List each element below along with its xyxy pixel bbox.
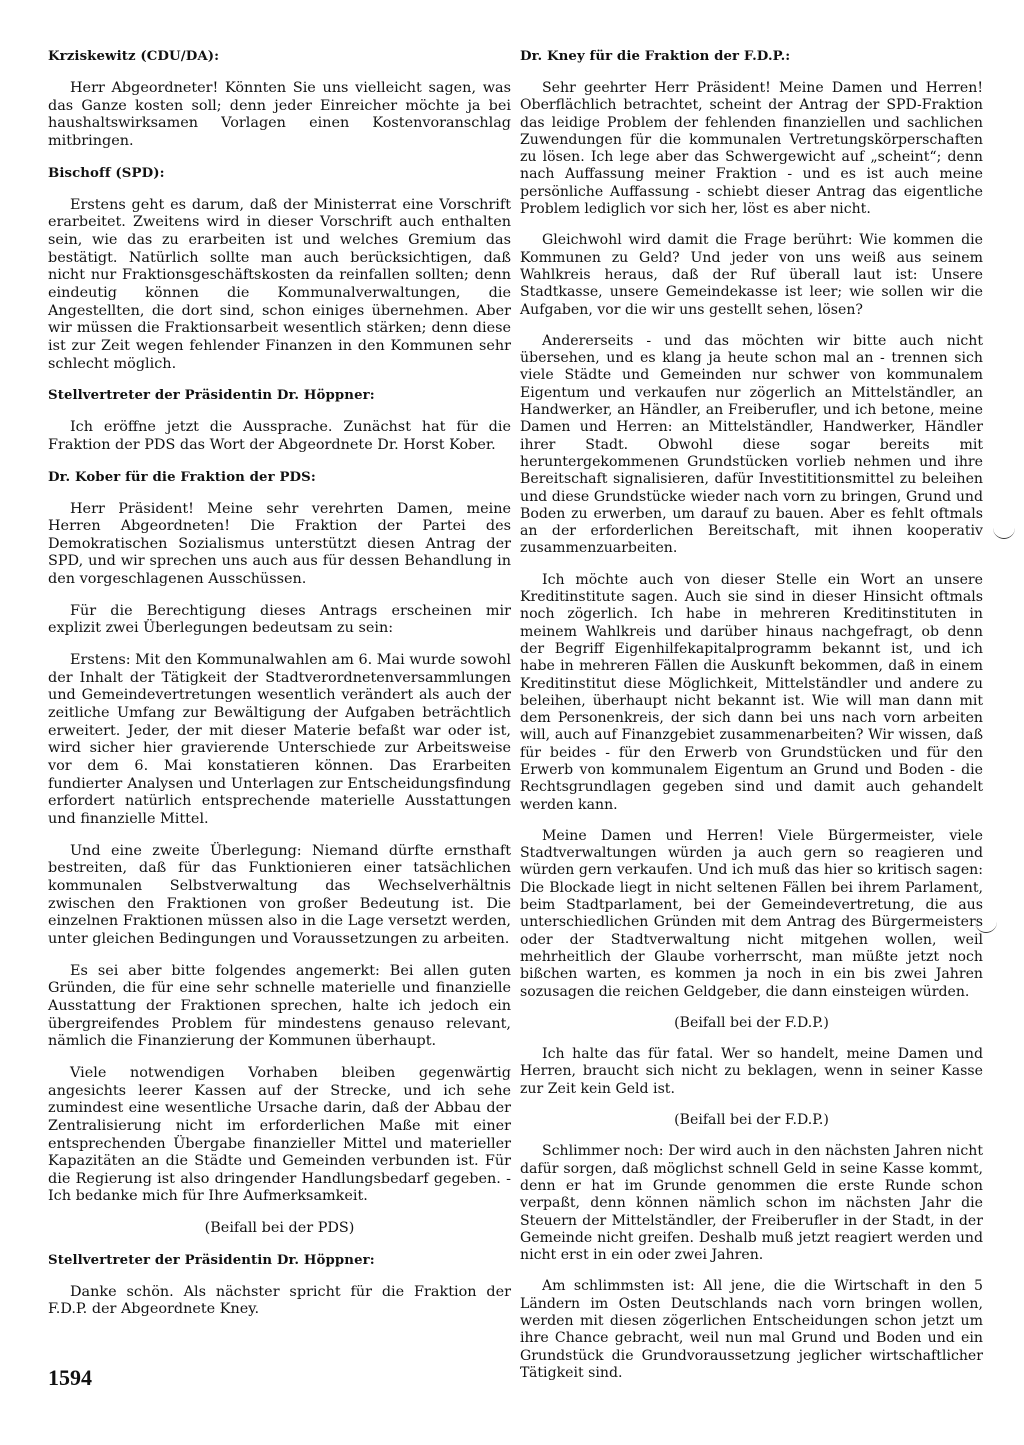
speech-paragraph: Es sei aber bitte folgendes angemerkt: Bei allen guten Gründen, die für eine sehr schnelle materielle und finanzielle Ausstattung der Fraktionen sprechen, halte ich jedoch ein übergreifendes Problem für mindestens genauso relevant, nämlich die Finanzierung der Kommunen überhaupt. xyxy=(48,962,511,1050)
speech-paragraph: Viele notwendigen Vorhaben bleiben gegenwärtig angesichts leerer Kassen auf der Strecke, und ich sehe zumindest eine wesentliche Ursache darin, daß der Abbau der Zentralisierung nicht im erforderlichen Maße mit einer entsprechenden Übergabe finanzieller Mittel und materieller Kapazitäten an die Städte und Gemeinden verbunden ist. Für die Regierung ist also dringender Handlungsbedarf gegeben. - Ich bedanke mich für Ihre Aufmerksamkeit. xyxy=(48,1064,511,1205)
speaker-heading: Stellvertreter der Präsidentin Dr. Höppner: xyxy=(48,388,375,404)
applause-note: (Beifall bei der F.D.P.) xyxy=(674,1112,829,1129)
speech-paragraph: Herr Abgeordneter! Könnten Sie uns vielleicht sagen, was das Ganze kosten soll; denn jeder Einreicher möchte ja bei haushaltswirksamen Vorlagen einen Kostenvoranschlag mitbringen. xyxy=(48,80,511,149)
speech-paragraph: Erstens geht es darum, daß der Ministerrat eine Vorschrift erarbeitet. Zweitens wird in dieser Vorschrift auch enthalten sein, wie das zu erarbeiten ist und welches Gremium das bestätigt. Natürlich sollte man auch berücksichtigen, daß nicht nur Fraktionsgeschäftskosten da reinfallen sollten; denn eindeutig können die Kommunalverwaltungen, die Angestellten, die dort sind, schon einiges übernehmen. Aber wir müssen die Fraktionsarbeit wesentlich stärken; denn diese ist zur Zeit wegen fehlender Finanzen in den Kommunen sehr schlecht möglich. xyxy=(48,196,511,372)
speech-paragraph: Ich halte das für fatal. Wer so handelt, meine Damen und Herren, braucht sich nicht zu beklagen, wenn in seiner Kasse zur Zeit kein Geld ist. xyxy=(520,1046,983,1097)
speech-paragraph: Gleichwohl wird damit die Frage berührt: Wie kommen die Kommunen zu Geld? Und jeder von uns weiß aus seinem Wahlkreis heraus, daß der Ruf überall laut ist: Unsere Stadtkasse, unsere Gemeindekasse ist leer; wie sollen wir die Aufgaben, vor die wir uns gestellt sehen, lösen? xyxy=(520,232,983,318)
speech-paragraph: Ich möchte auch von dieser Stelle ein Wort an unsere Kreditinstitute sagen. Auch sie sind in dieser Hinsicht oftmals noch zögerlich. Ich habe in mehreren Kreditinstituten in meinem Wahlkreis und darüber hinaus nachgefragt, ob denn der Begriff Eigenhilfekapitalprogramm bekannt ist, und ich habe in mehreren Fällen die Auskunft bekommen, daß in einem Kreditinstitut diese Möglichkeit, Mittelständler und andere zu beleihen, überhaupt nicht bekannt ist. Wie will man dann mit dem Personenkreis, der sich dann bei uns nach vorn arbeiten will, auch auf Finanzgebiet zusammenarbeiten? Wir wissen, daß für beides - für den Erwerb von Grundstücken und für den Erwerb von kommunalem Eigentum an Grund und Boden - die Rechtsgrundlagen gegeben sind und damit auch gehandelt werden kann. xyxy=(520,571,983,813)
speech-paragraph: Für die Berechtigung dieses Antrags erscheinen mir explizit zwei Überlegungen bedeutsam zu sein: xyxy=(48,602,511,637)
speech-paragraph: Meine Damen und Herren! Viele Bürgermeister, viele Stadtverwaltungen würden ja auch gern so reagieren und würden gern verkaufen. Und ich muß das hier so kritisch sagen: Die Blockade liegt in nicht seltenen Fällen bei ihrem Parlament, beim Stadtparlament, bei der Gemeindevertretung, die aus unterschiedlichen Gründen mit dem Antrag des Bürgermeisters oder der Stadtverwaltung nicht mitgehen wollen, weil mehrheitlich der Glaube vorherrscht, man müßte jetzt noch bißchen warten, es kommen ja noch in ein bis zwei Jahren sozusagen die reichen Geldgeber, die dann einsteigen würden. xyxy=(520,827,983,1000)
speech-paragraph: Andererseits - und das möchten wir bitte auch nicht übersehen, und es klang ja heute schon mal an - trennen sich viele Städte und Gemeinden nur schwer von kommunalem Eigentum und verkaufen nur zögerlich an Mittelständler, an Handwerker, an Händler, an Freiberufler, und ich betone, meine Damen und Herren: an Mittelständler, Handwerker, Händler ihrer Stadt. Obwohl diese sogar bereits mit heruntergekommenen Grundstücken vorlieb nehmen und ihre Bereitschaft signalisieren, dafür Investititionsmittel zu beleihen und diese Grundstücke wieder nach vorn zu bringen, Grund und Boden zu erwerben, um darauf zu bauen. Aber es fehlt oftmals an der erforderlichen Bereitschaft, mit ihnen kooperativ zusammenzuarbeiten. xyxy=(520,332,983,557)
applause-note: (Beifall bei der PDS) xyxy=(204,1220,355,1237)
speech-paragraph: Sehr geehrter Herr Präsident! Meine Damen und Herren! Oberflächlich betrachtet, scheint der Antrag der SPD-Fraktion das leidige Problem der fehlenden finanziellen und sachlichen Zuwendungen für die kommunalen Vertretungskörperschaften zu lösen. Ich lege aber das Schwergewicht auf „scheint“; denn nach Auffassung meiner Fraktion - und es ist auch meine persönliche Auffassung - schiebt dieser Antrag das eigentliche Problem lediglich vor sich her, löst es aber nicht. xyxy=(520,80,983,218)
speech-paragraph: Am schlimmsten ist: All jene, die die Wirtschaft in den 5 Ländern im Osten Deutschlands nach vorn bringen wollen, werden mit diesen zögerlichen Entscheidungen schon jetzt um ihre Chance gebracht, weil nun mal Grund und Boden und ein Grundstück die Grundvoraussetzung jeglicher wirtschaftlicher Tätigkeit sind. xyxy=(520,1278,983,1381)
speaker-heading: Bischoff (SPD): xyxy=(48,165,165,181)
speech-paragraph: Schlimmer noch: Der wird auch in den nächsten Jahren nicht dafür sorgen, daß möglichst schnell Geld in seine Kasse kommt, denn er hat im Grunde genommen die erste Runde schon verpaßt, denn können nämlich schon im nächsten Jahr die Steuern der Mittelständler, der Freiberufler in der Stadt, in der Gemeinde nicht greifen. Deshalb muß jetzt reagiert werden und nicht erst in ein oder zwei Jahren. xyxy=(520,1143,983,1264)
left-column xyxy=(48,40,511,1333)
page-number: 1594 xyxy=(48,1365,92,1390)
speaker-heading: Krziskewitz (CDU/DA): xyxy=(48,49,220,64)
applause-note: (Beifall bei der F.D.P.) xyxy=(674,1014,829,1031)
speech-paragraph: Und eine zweite Überlegung: Niemand dürfte ernsthaft bestreiten, daß für das Funktionieren einer tatsächlichen kommunalen Selbstverwaltung das Wechselverhältnis zwischen den Fraktionen von großer Bedeutung ist. Die einzelnen Fraktionen müssen also in die Lage versetzt werden, unter gleichen Bedingungen und Voraussetzungen zu arbeiten. xyxy=(48,842,511,947)
speaker-heading: Dr. Kober für die Fraktion der PDS: xyxy=(48,469,316,485)
right-column xyxy=(520,40,983,1396)
speech-paragraph: Ich eröffne jetzt die Aussprache. Zunächst hat für die Fraktion der PDS das Wort der Abgeordnete Dr. Horst Kober. xyxy=(48,419,511,453)
speech-paragraph: Herr Präsident! Meine sehr verehrten Damen, meine Herren Abgeordneten! Die Fraktion der Partei des Demokratischen Sozialismus unterstützt diesen Antrag der SPD, und wir sprechen uns auch aus für dessen Behandlung in den vorgeschlagenen Ausschüssen. xyxy=(48,500,511,588)
speaker-heading: Dr. Kney für die Fraktion der F.D.P.: xyxy=(520,49,791,64)
margin-mark xyxy=(993,528,1015,539)
speech-paragraph: Erstens: Mit den Kommunalwahlen am 6. Mai wurde sowohl der Inhalt der Tätigkeit der Stadtverordnetenversammlungen und Gemeindevertretungen wesentlich verändert als auch der zeitliche Umfang zur Bewältigung der Aufgaben beträchtlich erweitert. Jeder, der mit dieser Materie befaßt war oder ist, wird sicher hier gravierende Unterschiede zur Arbeitsweise vor dem 6. Mai konstatieren können. Das Erarbeiten fundierter Analysen und Unterlagen zur Entscheidungsfindung erfordert natürlich entsprechende materielle Ausstattungen und finanzielle Mittel. xyxy=(48,652,511,827)
speaker-heading: Stellvertreter der Präsidentin Dr. Höppner: xyxy=(48,1252,375,1268)
speech-paragraph: Danke schön. Als nächster spricht für die Fraktion der F.D.P. der Abgeordnete Kney. xyxy=(48,1283,511,1318)
